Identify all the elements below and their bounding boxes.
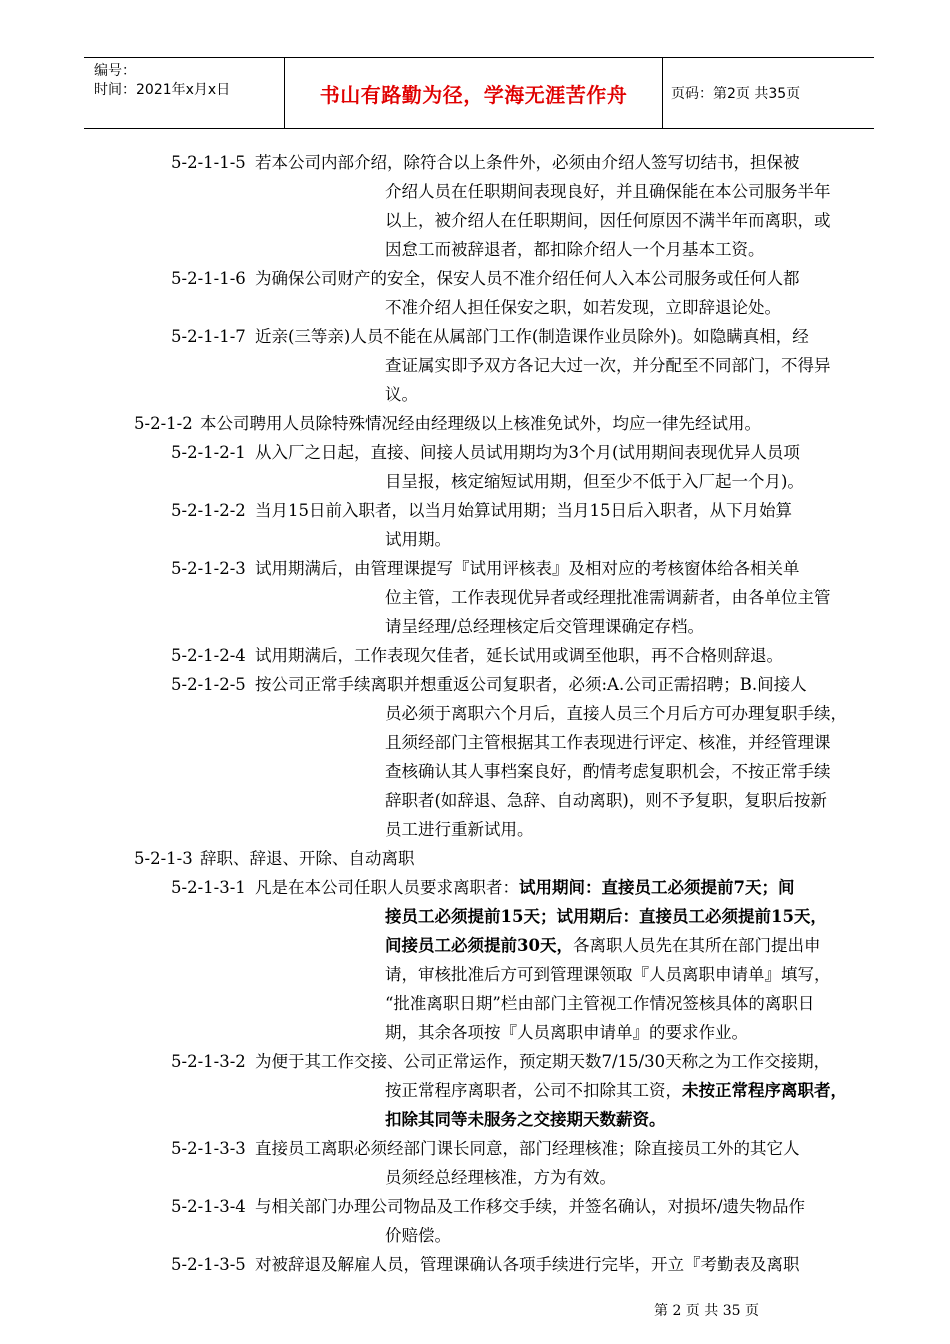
clause-5-2-1-1-5 xyxy=(0,148,950,177)
clause-5-2-1-3-2 xyxy=(0,1047,950,1076)
header-motto: 书山有路勤为径，学海无涯苦作舟 xyxy=(285,58,663,128)
clause-continuation xyxy=(0,902,915,931)
clause-text: 试用期满后，由管理课提写『试用评核表』及相对应的考核窗体给各相关单 xyxy=(255,559,800,578)
clause-continuation: 目呈报，核定缩短试用期，但至少不低于入厂起一个月)。 xyxy=(385,472,804,491)
clause-number: 5-2-1-1-7 xyxy=(171,327,246,346)
clause-5-2-1-2-1 xyxy=(0,438,950,467)
clause-number: 5-2-1-2 xyxy=(134,414,193,433)
clause-continuation: 议。 xyxy=(385,385,418,404)
clause-number: 5-2-1-1-5 xyxy=(171,153,246,172)
clause-number: 5-2-1-2-1 xyxy=(171,443,246,462)
clause-bold-text: 未按正常程序离职者， xyxy=(682,1081,847,1100)
clause-text: 凡是在本公司任职人员要求离职者： xyxy=(255,878,519,897)
clause-number: 5-2-1-2-5 xyxy=(171,675,246,694)
document-time-label: 时间：2021年x月x日 xyxy=(94,82,231,98)
clause-5-2-1-2-2 xyxy=(0,496,950,525)
clause-number: 5-2-1-2-4 xyxy=(171,646,246,665)
clause-text: 近亲(三等亲)人员不能在从属部门工作(制造课作业员除外)。如隐瞒真相，经 xyxy=(255,327,809,346)
page-header xyxy=(84,57,874,129)
clause-continuation xyxy=(0,1076,915,1105)
clause-5-2-1-2-5 xyxy=(0,670,950,699)
clause-number: 5-2-1-3 xyxy=(134,849,193,868)
clause-5-2-1-1-7 xyxy=(0,322,950,351)
clause-5-2-1-3-4 xyxy=(0,1192,950,1221)
clause-continuation xyxy=(0,931,915,960)
clause-5-2-1-3-5 xyxy=(0,1250,950,1279)
clause-text: 当月15日前入职者，以当月始算试用期；当月15日后入职者，从下月始算 xyxy=(255,501,792,520)
header-page-number: 页码：第2页 共35页 xyxy=(671,86,801,102)
clause-text: 为便于其工作交接、公司正常运作，预定期天数7/15/30天称之为工作交接期， xyxy=(255,1052,831,1071)
clause-continuation: 因怠工而被辞退者，都扣除介绍人一个月基本工资。 xyxy=(385,240,765,259)
clause-number: 5-2-1-3-3 xyxy=(171,1139,246,1158)
clause-number: 5-2-1-1-6 xyxy=(171,269,246,288)
clause-bold-text: 接员工必须提前15天；试用期后：直接员工必须提前15天， xyxy=(385,907,827,926)
clause-text: 直接员工离职必须经部门课长同意，部门经理核准；除直接员工外的其它人 xyxy=(255,1139,800,1158)
document-body xyxy=(0,148,950,1279)
clause-continuation: 员工进行重新试用。 xyxy=(385,820,534,839)
page-footer: 第 2 页 共 35 页 xyxy=(654,1303,759,1319)
clause-continuation: 员必须于离职六个月后，直接人员三个月后方可办理复职手续， xyxy=(385,704,847,723)
clause-continuation: 查证属实即予双方各记大过一次，并分配至不同部门，不得异 xyxy=(385,356,831,375)
clause-text: 从入厂之日起，直接、间接人员试用期均为3个月(试用期间表现优异人员项 xyxy=(255,443,800,462)
clause-bold-text: 间接员工必须提前30天， xyxy=(385,936,573,955)
clause-continuation: 试用期。 xyxy=(385,530,451,549)
clause-bold-text: 扣除其同等未服务之交接期天数薪资。 xyxy=(385,1110,666,1129)
clause-text: 辞职、辞退、开除、自动离职 xyxy=(200,849,415,868)
clause-continuation: 价赔偿。 xyxy=(385,1226,451,1245)
clause-text: 按正常程序离职者，公司不扣除其工资， xyxy=(385,1081,682,1100)
clause-continuation xyxy=(0,1105,915,1134)
clause-5-2-1-3-1 xyxy=(0,873,950,902)
clause-continuation: 请呈经理/总经理核定后交管理课确定存档。 xyxy=(385,617,705,636)
clause-text: 按公司正常手续离职并想重返公司复职者，必须:A.公司正需招聘；B.间接人 xyxy=(255,675,807,694)
clause-continuation: 员须经总经理核准，方为有效。 xyxy=(385,1168,616,1187)
clause-text: 对被辞退及解雇人员，管理课确认各项手续进行完毕，开立『考勤表及离职 xyxy=(255,1255,800,1274)
clause-5-2-1-2 xyxy=(0,409,950,438)
clause-continuation: 查核确认其人事档案良好，酌情考虑复职机会，不按正常手续 xyxy=(385,762,831,781)
clause-number: 5-2-1-2-2 xyxy=(171,501,246,520)
clause-number: 5-2-1-3-1 xyxy=(171,878,246,897)
clause-continuation: 期，其余各项按『人员离职申请单』的要求作业。 xyxy=(385,1023,748,1042)
clause-continuation: “批准离职日期”栏由部门主管视工作情况签核具体的离职日 xyxy=(385,994,815,1013)
document-number-label: 编号： xyxy=(94,63,136,79)
header-meta-cell xyxy=(84,58,285,128)
clause-5-2-1-1-6 xyxy=(0,264,950,293)
clause-text: 与相关部门办理公司物品及工作移交手续，并签名确认，对损坏/遗失物品作 xyxy=(255,1197,806,1216)
clause-text: 若本公司内部介绍，除符合以上条件外，必须由介绍人签写切结书，担保被 xyxy=(255,153,800,172)
clause-text: 各离职人员先在其所在部门提出申 xyxy=(572,936,821,955)
clause-text: 本公司聘用人员除特殊情况经由经理级以上核准免试外，均应一律先经试用。 xyxy=(200,414,761,433)
clause-5-2-1-2-4 xyxy=(0,641,950,670)
clause-number: 5-2-1-3-4 xyxy=(171,1197,246,1216)
clause-number: 5-2-1-3-2 xyxy=(171,1052,246,1071)
clause-continuation: 介绍人员在任职期间表现良好，并且确保能在本公司服务半年 xyxy=(385,182,831,201)
clause-continuation: 以上，被介绍人在任职期间，因任何原因不满半年而离职，或 xyxy=(385,211,831,230)
clause-continuation: 辞职者(如辞退、急辞、自动离职)，则不予复职，复职后按新 xyxy=(385,791,827,810)
clause-continuation: 请，审核批准后方可到管理课领取『人员离职申请单』填写， xyxy=(385,965,831,984)
clause-5-2-1-3 xyxy=(0,844,950,873)
clause-text: 为确保公司财产的安全，保安人员不准介绍任何人入本公司服务或任何人都 xyxy=(255,269,800,288)
clause-5-2-1-2-3 xyxy=(0,554,950,583)
clause-5-2-1-3-3 xyxy=(0,1134,950,1163)
clause-bold-text: 试用期间：直接员工必须提前7天；间 xyxy=(519,878,795,897)
clause-continuation: 位主管，工作表现优异者或经理批准需调薪者，由各单位主管 xyxy=(385,588,831,607)
clause-continuation: 不准介绍人担任保安之职，如若发现，立即辞退论处。 xyxy=(385,298,781,317)
clause-continuation: 且须经部门主管根据其工作表现进行评定、核准，并经管理课 xyxy=(385,733,831,752)
clause-text: 试用期满后，工作表现欠佳者，延长试用或调至他职，再不合格则辞退。 xyxy=(255,646,783,665)
clause-number: 5-2-1-2-3 xyxy=(171,559,246,578)
clause-number: 5-2-1-3-5 xyxy=(171,1255,246,1274)
